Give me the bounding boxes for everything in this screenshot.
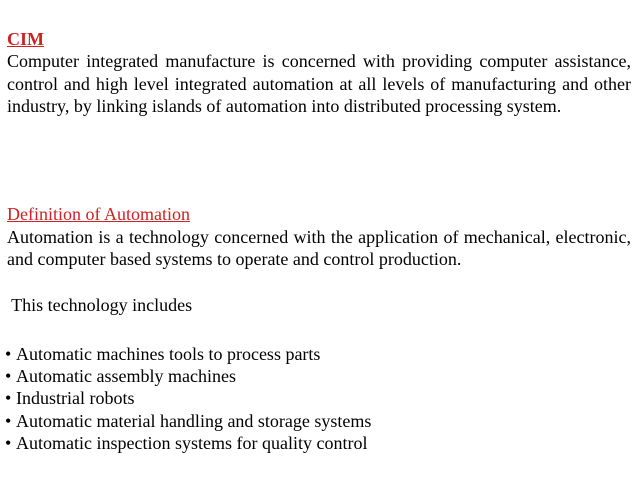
list-item-text: Automatic machines tools to process parts (16, 344, 321, 364)
list-item (5, 410, 371, 432)
bullet-icon: • (5, 344, 12, 364)
list-item-text: Automatic assembly machines (16, 366, 236, 387)
list-item (5, 365, 371, 387)
list-item-text: Industrial robots (16, 388, 135, 409)
bullet-icon: • (5, 410, 12, 431)
list-item-text: Automatic material handling and storage systems (16, 410, 372, 431)
cim-heading: CIM (7, 29, 44, 49)
cim-paragraph: Computer integrated manufacture is concerned with providing computer assistance, control and high level integrated automation at all levels of manufacturing and other industry, by linking islands of automation into distributed processing system. (7, 51, 631, 116)
list-item (5, 343, 371, 365)
bullet-icon: • (5, 432, 12, 453)
technology-includes-intro: This technology includes (7, 295, 193, 315)
automation-technology-list (5, 343, 371, 454)
bullet-icon: • (5, 388, 12, 409)
bullet-icon: • (5, 366, 12, 387)
list-item (5, 387, 371, 409)
list-item-text: Automatic inspection systems for quality control (16, 432, 368, 453)
list-item (5, 432, 371, 454)
automation-definition-paragraph: Automation is a technology concerned with the application of mechanical, electronic, and computer based systems to operate and control production. (7, 227, 631, 269)
automation-definition-heading: Definition of Automation (7, 204, 190, 224)
